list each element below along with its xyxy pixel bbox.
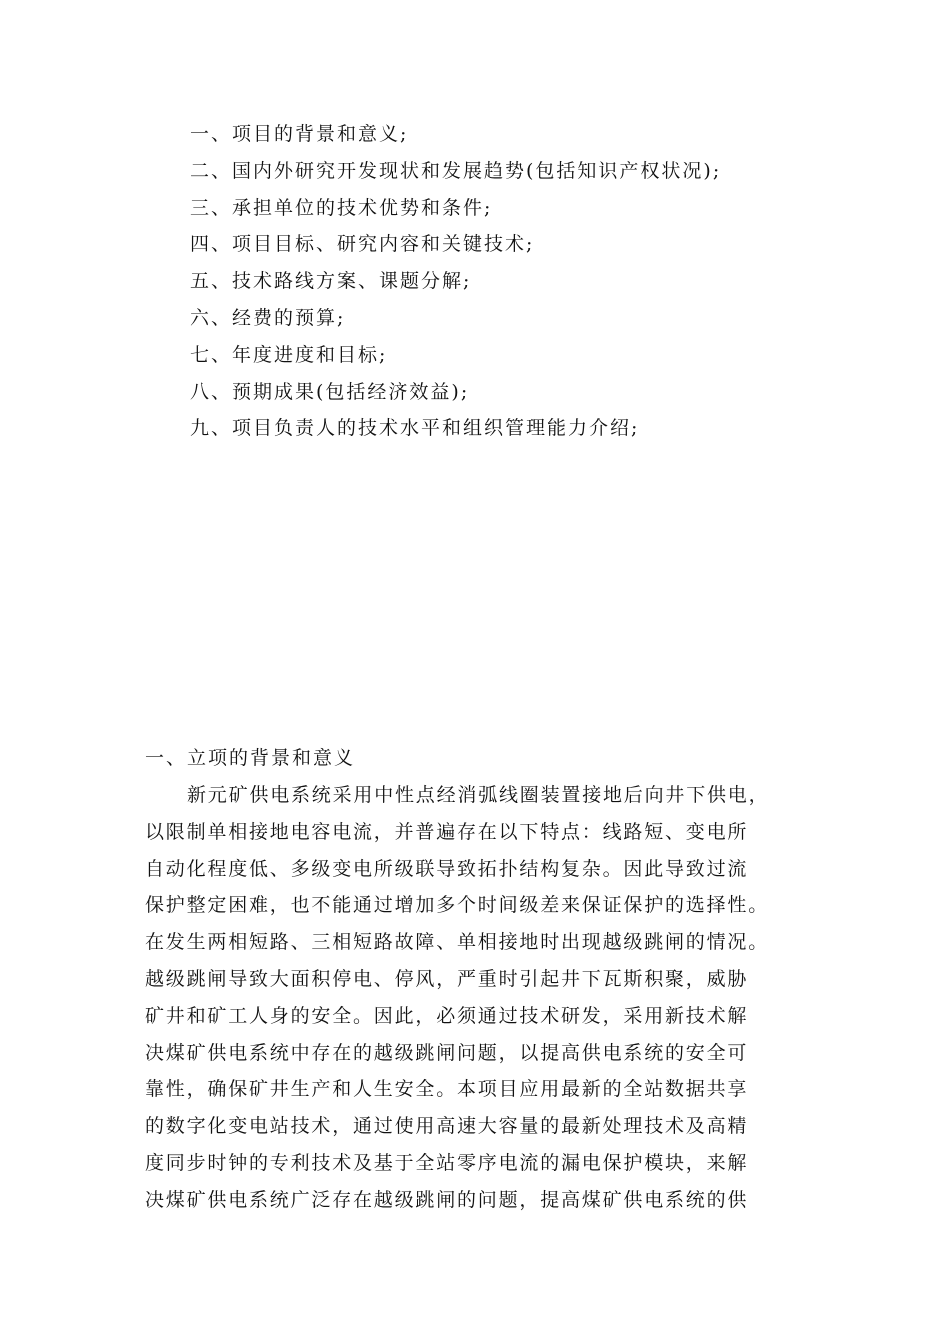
paragraph-line: 越级跳闸导致大面积停电、停风，严重时引起井下瓦斯积聚，威胁 xyxy=(145,967,749,990)
toc-item: 一、项目的背景和意义; xyxy=(190,123,409,145)
toc-item: 二、国内外研究开发现状和发展趋势(包括知识产权状况); xyxy=(190,159,722,182)
paragraph-line: 自动化程度低、多级变电所级联导致拓扑结构复杂。因此导致过流 xyxy=(145,857,749,880)
toc-item: 四、项目目标、研究内容和关键技术; xyxy=(190,233,535,256)
background-section xyxy=(145,740,815,1219)
table-of-contents xyxy=(190,116,721,447)
toc-item: 五、技术路线方案、课题分解; xyxy=(190,270,472,293)
paragraph-line: 新元矿供电系统采用中性点经消弧线圈装置接地后向井下供电， xyxy=(187,784,770,806)
paragraph-line: 矿井和矿工人身的安全。因此，必须通过技术研发，采用新技术解 xyxy=(145,1004,749,1027)
toc-item: 八、预期成果(包括经济效益); xyxy=(190,380,470,403)
paragraph-line: 的数字化变电站技术，通过使用高速大容量的最新处理技术及高精 xyxy=(145,1115,749,1138)
toc-item: 七、年度进度和目标; xyxy=(190,343,388,366)
paragraph-line: 保护整定困难，也不能通过增加多个时间级差来保证保护的选择性。 xyxy=(145,894,770,917)
section-heading: 一、立项的背景和意义 xyxy=(145,747,356,769)
paragraph-line: 以限制单相接地电容电流，并普遍存在以下特点：线路短、变电所 xyxy=(145,820,749,843)
paragraph-line: 决煤矿供电系统中存在的越级跳闸问题，以提高供电系统的安全可 xyxy=(145,1041,749,1064)
paragraph-line: 决煤矿供电系统广泛存在越级跳闸的问题，提高煤矿供电系统的供 xyxy=(145,1188,749,1211)
paragraph-line: 在发生两相短路、三相短路故障、单相接地时出现越级跳闸的情况。 xyxy=(145,931,770,954)
toc-item: 九、项目负责人的技术水平和组织管理能力介绍; xyxy=(190,417,640,440)
toc-item: 三、承担单位的技术优势和条件; xyxy=(190,196,493,219)
paragraph-line: 度同步时钟的专利技术及基于全站零序电流的漏电保护模块，来解 xyxy=(145,1151,749,1174)
toc-item: 六、经费的预算; xyxy=(190,306,346,329)
paragraph-line: 靠性，确保矿井生产和人生安全。本项目应用最新的全站数据共享 xyxy=(145,1078,749,1101)
body-paragraph xyxy=(145,777,815,1219)
